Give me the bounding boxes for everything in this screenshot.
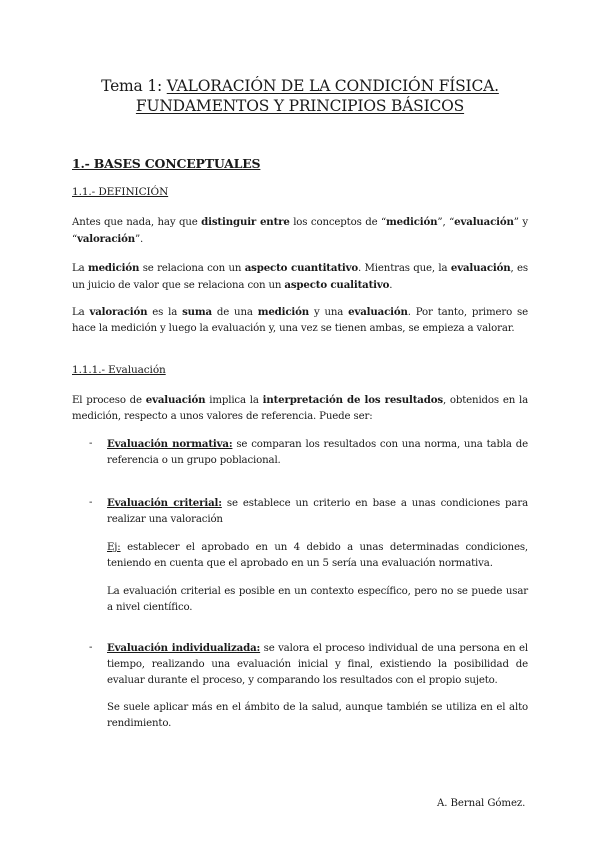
example-label: Ej: [107,542,121,553]
bullet-dash: - [89,438,93,449]
paragraph-medicion: La medición se relaciona con un aspecto cuantitativo. Mientras que, la evaluación, es un juicio de valor que se relaciona con un aspecto cualitativo. [72,262,528,291]
title-main: VALORACIÓN DE LA CONDICIÓN FÍSICA. [166,77,499,95]
note-evaluacion-criterial: La evaluación criterial es posible en un contexto específico, pero no se puede usar a nivel científico. [107,586,528,613]
document-title [0,76,600,116]
title-line-2: FUNDAMENTOS Y PRINCIPIOS BÁSICOS [135,97,465,115]
list-item-evaluacion-individualizada: Evaluación individualizada: se valora el proceso individual de una persona en el tiempo, realizando una evaluación inicial y final, existiendo la posibilidad de evaluar durante el proceso, y comparando los resultados con el propio sujeto. [107,642,528,686]
paragraph-valoracion: La valoración es la suma de una medición y una evaluación. Por tanto, primero se hace la medición y luego la evaluación y, una vez se tienen ambas, se empieza a valorar. [72,306,528,334]
paragraph-definicion-1: Antes que nada, hay que distinguir entre los conceptos de “medición”, “evaluación” y “valoración”. [72,216,528,245]
bullet-dash: - [89,497,93,508]
term-evaluacion-normativa: Evaluación normativa: [107,438,233,450]
subsection-heading-evaluacion: 1.1.1.- Evaluación [72,364,166,376]
term-evaluacion-individualizada: Evaluación individualizada: [107,642,261,654]
list-item-evaluacion-criterial: Evaluación criterial: se establece un criterio en base a unas condiciones para realizar una valoración [107,497,528,525]
list-item-evaluacion-normativa: Evaluación normativa: se comparan los resultados con una norma, una tabla de referencia o un grupo poblacional. [107,438,528,466]
footer-author: A. Bernal Gómez. [437,798,526,809]
section-heading: 1.- BASES CONCEPTUALES [72,156,261,171]
paragraph-evaluacion-intro: El proceso de evaluación implica la interpretación de los resultados, obtenidos en la medición, respecto a unos valores de referencia. Puede ser: [72,394,528,422]
subsection-heading-definicion: 1.1.- DEFINICIÓN [72,186,169,198]
note-evaluacion-individualizada: Se suele aplicar más en el ámbito de la salud, aunque también se utiliza en el alto rendimiento. [107,702,528,729]
title-line-1 [0,76,600,96]
example-paragraph: Ej: establecer el aprobado en un 4 debido a unas determinadas condiciones, teniendo en cuenta que el aprobado en un 5 sería una evaluación normativa. [107,542,528,569]
bullet-dash: - [89,642,93,653]
title-prefix: Tema 1: [101,77,162,95]
term-evaluacion-criterial: Evaluación criterial: [107,497,222,509]
